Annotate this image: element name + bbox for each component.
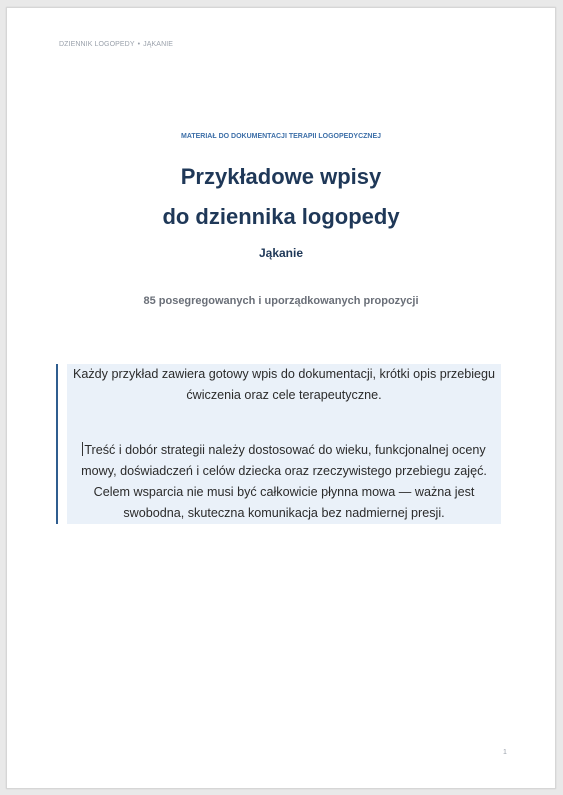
title-line-2: do dziennika logopedy bbox=[162, 204, 400, 229]
page-number: 1 bbox=[503, 749, 507, 756]
note-accent-bar bbox=[56, 364, 58, 524]
note-paragraph-2[interactable] bbox=[67, 440, 501, 524]
tagline: 85 posegregowanych i uporządkowanych propozycji bbox=[143, 295, 419, 307]
eyebrow-label: MATERIAŁ DO DOKUMENTACJI TERAPII LOGOPEDYCZNEJ bbox=[180, 133, 382, 140]
header-left: DZIENNIK LOGOPEDY bbox=[59, 41, 135, 48]
note-paragraph-1[interactable]: Każdy przykład zawiera gotowy wpis do dokumentacji, krótki opis przebiegu ćwiczenia oraz cele terapeutyczne. bbox=[72, 367, 496, 402]
header-separator: • bbox=[137, 41, 141, 48]
document-page bbox=[6, 7, 556, 789]
title-line-1: Przykładowe wpisy bbox=[180, 164, 382, 189]
subtitle: Jąkanie bbox=[258, 246, 304, 260]
page-title bbox=[7, 157, 555, 237]
header-right: JĄKANIE bbox=[143, 41, 174, 48]
running-header bbox=[59, 41, 173, 48]
note-paragraph-2-text: Treść i dobór strategii należy dostosować do wieku, funkcjonalnej oceny mowy, doświadczeń i celów dziecka oraz rzeczywistego przebiegu zajęć. Celem wsparcia nie musi być całkowicie płynna mowa — ważna jest swobodna, skuteczna komunikacja bez nadmiernej presji. bbox=[81, 443, 487, 520]
